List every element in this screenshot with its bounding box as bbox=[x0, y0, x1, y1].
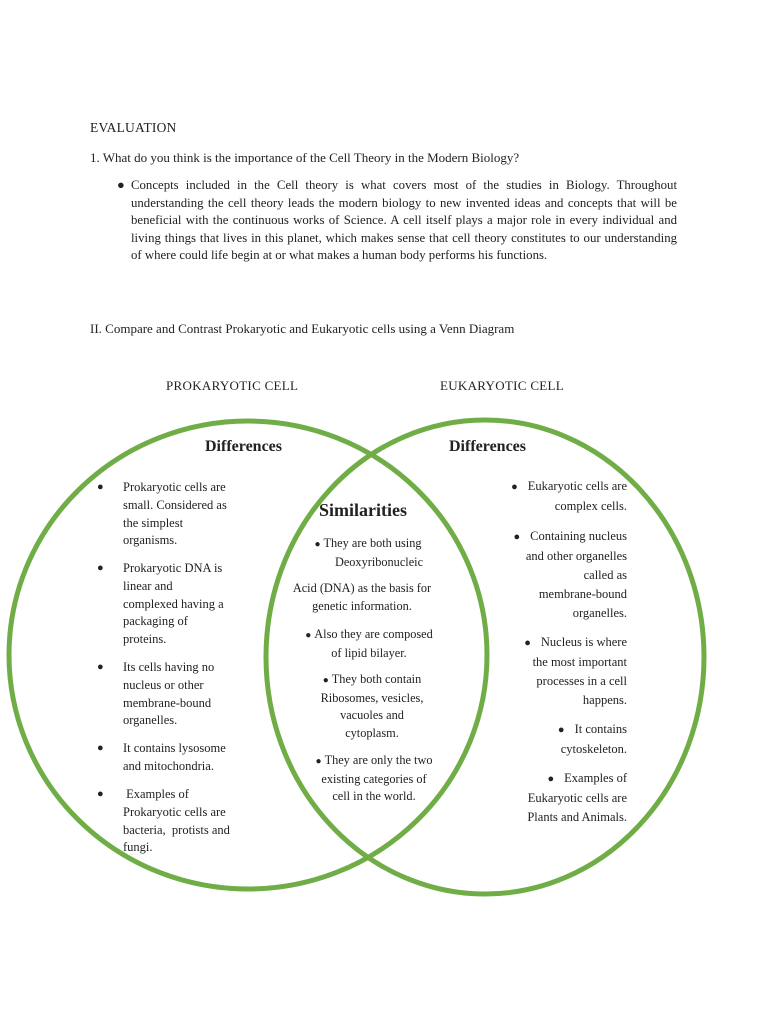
bullet-icon: ● bbox=[97, 481, 104, 493]
prokaryotic-differences-heading: Differences bbox=[205, 438, 282, 455]
question-2: II. Compare and Contrast Prokaryotic and Eukaryotic cells using a Venn Diagram bbox=[90, 321, 515, 336]
prokaryotic-cell-title: PROKARYOTIC CELL bbox=[166, 378, 299, 393]
bullet-icon: ● bbox=[524, 637, 531, 649]
bullet-icon: ● bbox=[117, 178, 125, 192]
answer-1-paragraph bbox=[103, 177, 677, 265]
similarities-heading: Similarities bbox=[319, 500, 407, 520]
eukaryotic-item: ● Examples of Eukaryotic cells are Plants and Animals. bbox=[527, 771, 627, 824]
similarity-item: Acid (DNA) as the basis for genetic information. bbox=[292, 581, 432, 613]
eukaryotic-cell-title: EUKARYOTIC CELL bbox=[440, 378, 565, 393]
bullet-icon: ● bbox=[97, 788, 104, 800]
bullet-icon: ● bbox=[314, 539, 321, 550]
eukaryotic-item: ● Eukaryotic cells are complex cells. bbox=[511, 479, 627, 513]
bullet-icon: ● bbox=[97, 742, 104, 754]
bullet-icon: ● bbox=[511, 481, 518, 493]
bullet-icon: ● bbox=[315, 756, 322, 767]
similarity-item: ● They both contain Ribosomes, vesicles, vacuoles and cytoplasm. bbox=[320, 672, 424, 740]
bullet-icon: ● bbox=[513, 531, 521, 543]
similarity-item: ● They are only the two existing categories of cell in the world. bbox=[315, 753, 433, 804]
answer-1-text: Concepts included in the Cell theory is what covers most of the studies in Biology. Throughout understanding the cell theory leads the modern biology to new invented ideas and concepts that will be beneficial with the continuous works of Science. A cell itself plays a major role in every individual and living things that lives in this planet, which makes sense that cell theory constitutes to our understanding of where could life begin at or what makes a human body performs his functions. bbox=[131, 178, 677, 263]
bullet-icon: ● bbox=[97, 562, 104, 574]
prokaryotic-item: ● Its cells having no nucleus or other membrane-bound organelles. bbox=[97, 660, 215, 728]
eukaryotic-item: ● It contains cytoskeleton. bbox=[557, 722, 627, 756]
prokaryotic-item: ● Prokaryotic DNA is linear and complexed having a packaging of proteins. bbox=[97, 561, 224, 647]
bullet-icon: ● bbox=[557, 724, 565, 736]
prokaryotic-item: ● It contains lysosome and mitochondria. bbox=[97, 741, 226, 773]
similarity-item: ● They are both using Deoxyribonucleic bbox=[314, 536, 424, 569]
bullet-icon: ● bbox=[97, 661, 104, 673]
eukaryotic-item: ● Containing nucleus and other organelles called as membrane-bound organelles. bbox=[513, 529, 627, 620]
prokaryotic-item: ● Prokaryotic cells are small. Considered as the simplest organisms. bbox=[97, 480, 227, 548]
eukaryotic-item: ● Nucleus is where the most important processes in a cell happens. bbox=[524, 635, 627, 707]
eukaryotic-differences-heading: Differences bbox=[449, 438, 526, 455]
evaluation-heading: EVALUATION bbox=[90, 120, 177, 135]
prokaryotic-item: ● Examples of Prokaryotic cells are bacteria, protists and fungi. bbox=[97, 787, 230, 855]
bullet-icon: ● bbox=[305, 630, 312, 641]
similarity-item: ● Also they are composed of lipid bilayer. bbox=[305, 627, 433, 660]
question-1: 1. What do you think is the importance of the Cell Theory in the Modern Biology? bbox=[90, 150, 520, 165]
bullet-icon: ● bbox=[547, 773, 555, 785]
bullet-icon: ● bbox=[322, 675, 329, 686]
